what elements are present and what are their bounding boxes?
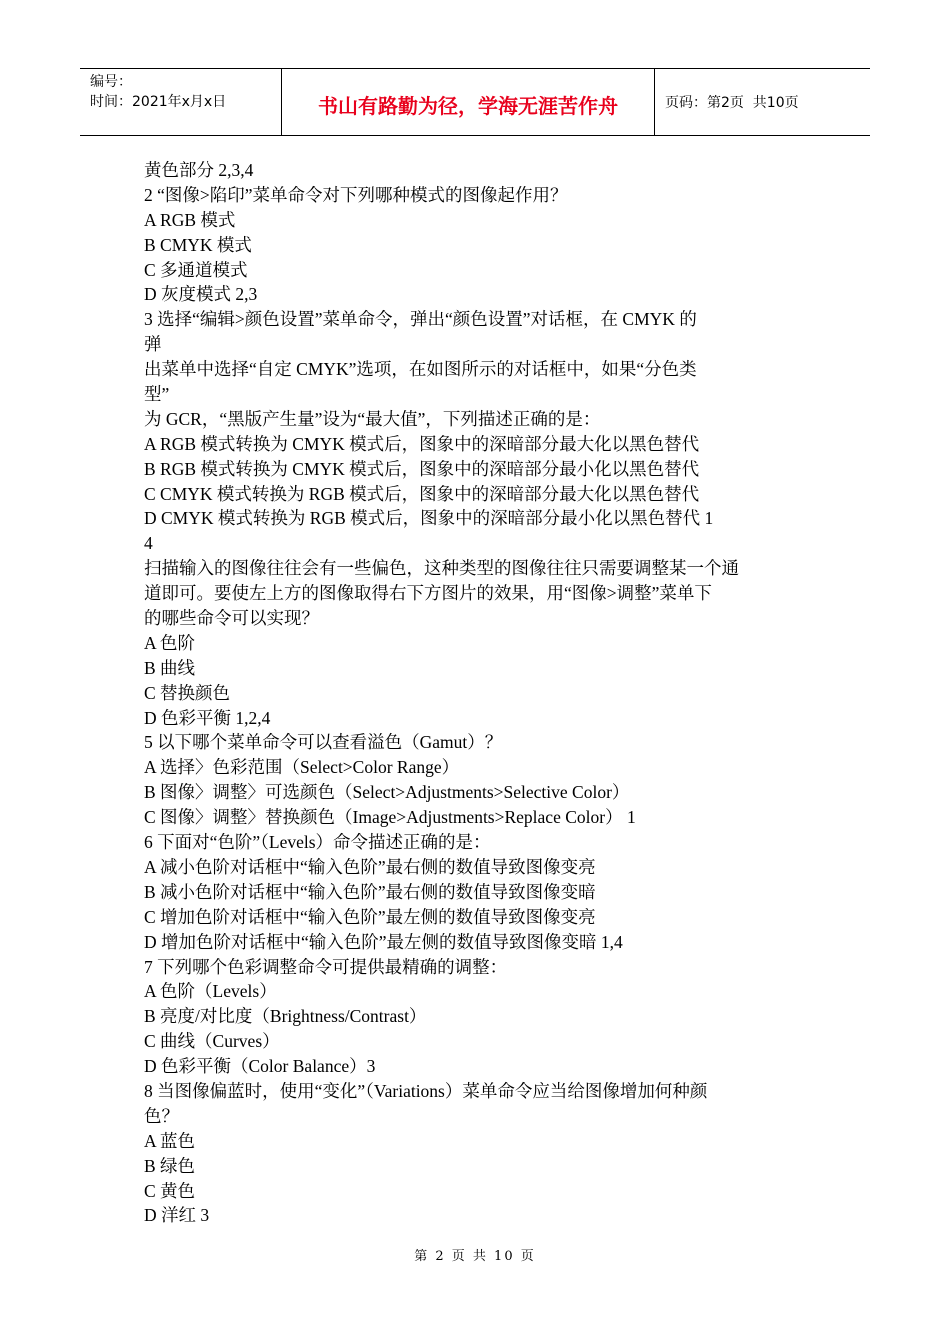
text-line: 3 选择“编辑>颜色设置”菜单命令，弹出“颜色设置”对话框，在 CMYK 的 [144, 309, 697, 330]
text-line: C 增加色阶对话框中“输入色阶”最左侧的数值导致图像变亮 [144, 906, 596, 927]
text-line: 2 “图像>陷印”菜单命令对下列哪种模式的图像起作用？ [144, 184, 568, 205]
text-line: 6 下面对“色阶”（Levels）命令描述正确的是： [144, 832, 491, 853]
text-line: 道即可。要使左上方的图像取得右下方图片的效果，用“图像>调整”菜单下 [144, 583, 712, 604]
text-line: C 多通道模式 [144, 259, 248, 280]
time-label: 时间：2021年x月x日 [90, 94, 227, 110]
text-line: 4 [144, 533, 153, 554]
text-line: D 增加色阶对话框中“输入色阶”最左侧的数值导致图像变暗 1,4 [144, 931, 623, 952]
text-line: A RGB 模式 [144, 209, 236, 230]
text-line: 弹 [144, 334, 162, 355]
text-line: B 亮度/对比度（Brightness/Contrast） [144, 1006, 427, 1027]
text-line: 7 下列哪个色彩调整命令可提供最精确的调整： [144, 956, 508, 977]
text-line: 扫描输入的图像往往会有一些偏色，这种类型的图像往往只需要调整某一个通 [144, 558, 739, 579]
page-label: 页码：第2页 共10页 [665, 95, 799, 111]
text-line: 出菜单中选择“自定 CMYK”选项，在如图所示的对话框中，如果“分色类 [144, 359, 697, 380]
text-line: A 色阶 [144, 632, 196, 653]
text-line: A RGB 模式转换为 CMYK 模式后，图象中的深暗部分最大化以黑色替代 [144, 433, 700, 454]
text-line: B 曲线 [144, 657, 196, 678]
text-line: D 灰度模式 2,3 [144, 284, 258, 305]
text-line: C CMYK 模式转换为 RGB 模式后，图象中的深暗部分最大化以黑色替代 [144, 483, 700, 504]
text-line: 型” [144, 384, 170, 405]
text-line: D 色彩平衡 1,2,4 [144, 707, 271, 728]
text-line: 5 以下哪个菜单命令可以查看溢色（Gamut）？ [144, 732, 503, 753]
document-body [144, 158, 812, 1228]
text-line: D 色彩平衡（Color Balance）3 [144, 1056, 376, 1077]
text-line: D CMYK 模式转换为 RGB 模式后，图象中的深暗部分最小化以黑色替代 1 [144, 508, 714, 529]
text-line: A 色阶（Levels） [144, 981, 277, 1002]
text-line: B RGB 模式转换为 CMYK 模式后，图象中的深暗部分最小化以黑色替代 [144, 458, 700, 479]
motto-text: 书山有路勤为径，学海无涯苦作舟 [318, 93, 618, 118]
text-line: 8 当图像偏蓝时，使用“变化”（Variations）菜单命令应当给图像增加何种颜 [144, 1080, 708, 1101]
page-footer [0, 1245, 950, 1264]
header-page-cell [655, 69, 870, 135]
header-motto-cell [282, 69, 655, 135]
text-line: A 蓝色 [144, 1130, 196, 1151]
text-line: C 曲线（Curves） [144, 1031, 280, 1052]
text-line: 的哪些命令可以实现？ [144, 608, 319, 629]
footer-page-number: 第 2 页 共 10 页 [414, 1249, 536, 1264]
text-line: 色？ [144, 1105, 179, 1126]
text-line: B 图像〉调整〉可选颜色（Select>Adjustments>Selective Color） [144, 782, 630, 803]
text-line: A 减小色阶对话框中“输入色阶”最右侧的数值导致图像变亮 [144, 856, 596, 877]
text-line: B 减小色阶对话框中“输入色阶”最右侧的数值导致图像变暗 [144, 881, 596, 902]
header-meta-cell [80, 69, 282, 135]
text-line: D 洋红 3 [144, 1205, 210, 1226]
text-line: C 图像〉调整〉替换颜色（Image>Adjustments>Replace Color） 1 [144, 807, 636, 828]
text-line: A 选择〉色彩范围（Select>Color Range） [144, 757, 460, 778]
document-header [80, 68, 870, 136]
text-line: C 替换颜色 [144, 682, 231, 703]
number-label: 编号： [90, 74, 132, 90]
text-line: B CMYK 模式 [144, 234, 252, 255]
text-line: 黄色部分 2,3,4 [144, 160, 254, 180]
text-line: C 黄色 [144, 1180, 196, 1201]
text-line: 为 GCR，“黑版产生量”设为“最大值”，下列描述正确的是： [144, 408, 601, 429]
text-line: B 绿色 [144, 1155, 196, 1176]
